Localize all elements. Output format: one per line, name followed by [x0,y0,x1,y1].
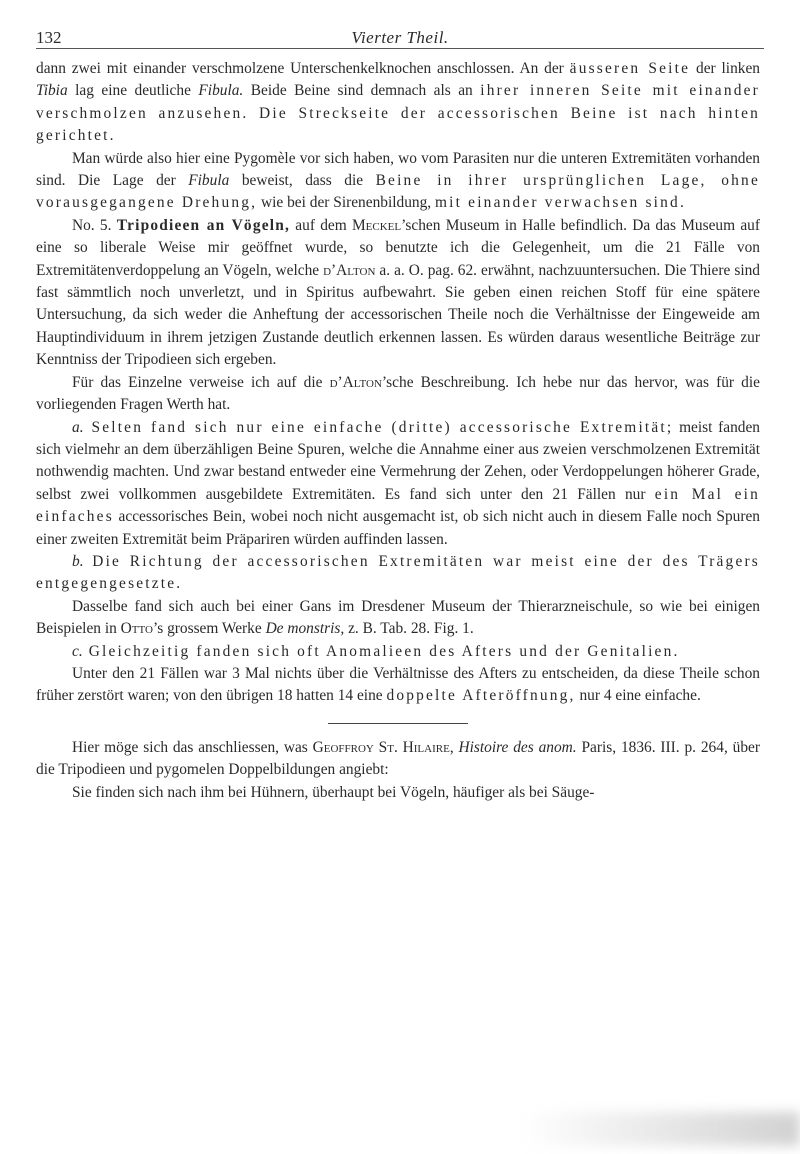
paragraph-3: No. 5. Tripodieen an Vögeln, auf dem Meckel’schen Museum in Halle befindlich. Da das Museum auf eine so liberale Weise mir geöffnet wurde, so benutzte ich die Gelegenheit, um die 21 Fälle von Extremitätenverdoppelung an Vögeln, welche d’Alton a. a. O. pag. 62. erwähnt, nachzuuntersuchen. Die Thiere sind fast sämmtlich noch unverletzt, und in Spiritus aufbewahrt. Sie geben einen reichen Stoff für eine spätere Untersuchung, da sich weder die Anheftung der accessorischen Theile noch die Verhältnisse der Eingeweide am Hauptindividuum in ihrem jetzigen Zustande deutlich erkennen lassen. Es würden daraus wesentliche Beiträge zur Kenntniss der Tripodieen sich ergeben. [36,216,760,369]
paragraph-6: b. Die Richtung der accessorischen Extremitäten war meist eine der des Trägers entgegengesetzte. [36,552,760,593]
paragraph-4: Für das Einzelne verweise ich auf die d’Alton’sche Beschreibung. Ich hebe nur das hervor, was für die vorliegenden Fragen Werth hat. [36,373,760,414]
header-rule [36,48,764,49]
page-body [36,58,760,804]
paragraph-7: Dasselbe fand sich auch bei einer Gans im Dresdener Museum der Thierarzneischule, so wie bei einigen Beispielen in Otto’s grossem Werke De monstris, z. B. Tab. 28. Fig. 1. [36,597,760,638]
page-header [36,28,764,50]
paragraph-2: Man würde also hier eine Pygomèle vor sich haben, wo vom Parasiten nur die unteren Extremitäten vorhanden sind. Die Lage der Fibula beweist, dass die Beine in ihrer ursprünglichen Lage, ohne vorausgegangene Drehung, wie bei der Sirenenbildung, mit einander verwachsen sind. [36,149,760,212]
paragraph-9: Unter den 21 Fällen war 3 Mal nichts über die Verhältnisse des Afters zu entscheiden, da diese Theile schon früher zerstört waren; von den übrigen 18 hatten 14 eine doppelte Afteröffnung, nur 4 eine einfache. [36,664,760,705]
paragraph-5: a. Selten fand sich nur eine einfache (dritte) accessorische Extremität; meist fanden sich vielmehr an dem überzähligen Beine Spuren, welche die Annahme einer aus zweien verschmolzenen Extremität nothwendig machten. Und zwar bestand entweder eine Vermehrung der Zehen, oder Verdoppelungen höherer Grade, selbst zwei vollkommen ausgebildete Extremitäten. Es fand sich unter den 21 Fällen nur ein Mal ein einfaches accessorisches Bein, wobei noch nicht ausgemacht ist, ob sich nicht auch in diesem Falle noch Spuren einer zweiten Extremität beim Präpariren würden auffinden lassen. [36,418,760,548]
paragraph-11: Sie finden sich nach ihm bei Hühnern, überhaupt bei Vögeln, häufiger als bei Säuge- [72,783,595,801]
section-divider [328,723,468,724]
paragraph-8: c. Gleichzeitig fanden sich oft Anomalieen des Afters und der Genitalien. [72,642,680,660]
page-number: 132 [36,28,62,47]
paragraph-1: dann zwei mit einander verschmolzene Unterschenkelknochen anschlossen. An der äusseren Seite der linken Tibia lag eine deutliche Fibula. Beide Beine sind demnach als an ihrer inneren Seite mit einander verschmolzen anzusehen. Die Streckseite der accessorischen Beine ist nach hinten gerichtet. [36,60,760,145]
running-head: Vierter Theil. [351,28,449,47]
paragraph-10: Hier möge sich das anschliessen, was Geoffroy St. Hilaire, Histoire des anom. Paris, 1836. III. p. 264, über die Tripodieen und pygomelen Doppelbildungen angiebt: [36,738,760,779]
scan-edge-shadow [520,1112,800,1146]
